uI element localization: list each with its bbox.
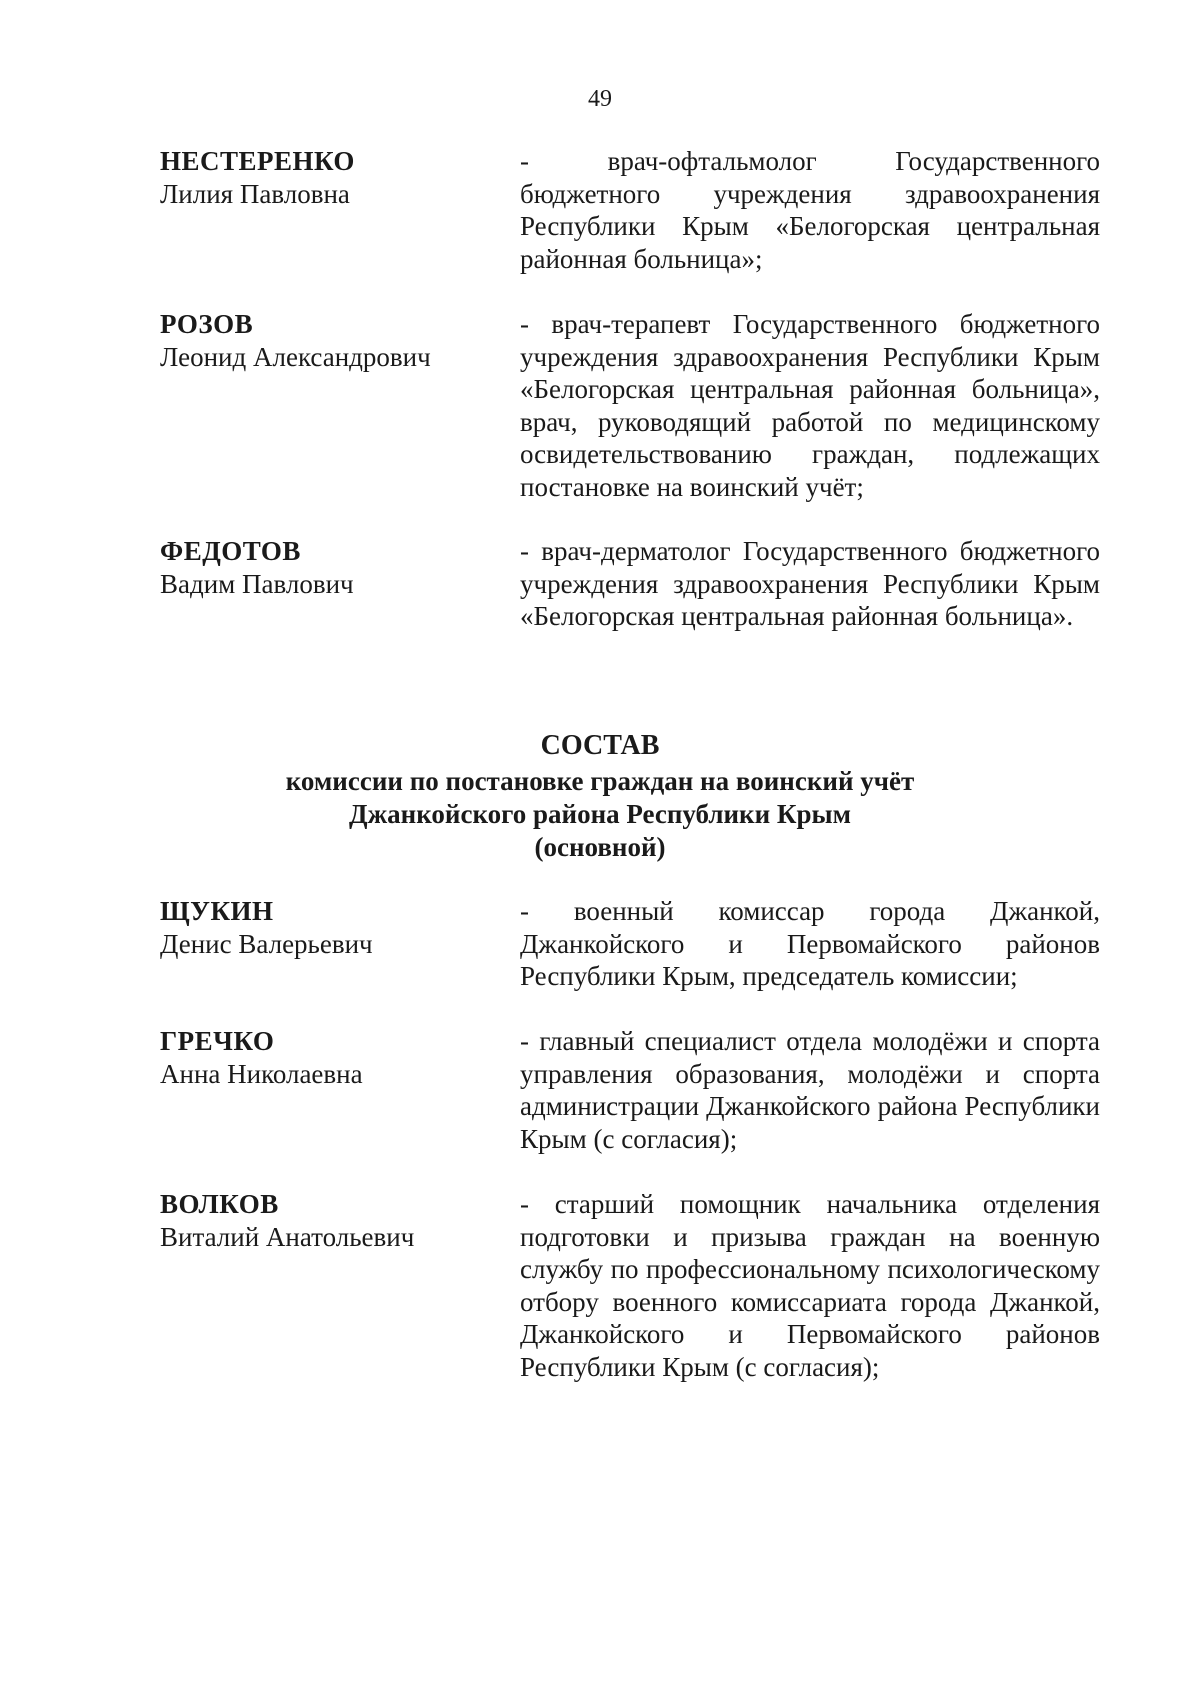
member-role: - главный специалист отдела молодёжи и спорта управления образования, молодёжи и спорта администрации Джанкойского района Республики Крым (с согласия); <box>520 1026 1100 1154</box>
member-surname: ГРЕЧКО <box>160 1026 275 1056</box>
member-surname: НЕСТЕРЕНКО <box>160 146 355 176</box>
section-subtitle-line: комиссии по постановке граждан на воинский учёт <box>285 766 915 796</box>
member-surname: ВОЛКОВ <box>160 1189 279 1219</box>
member-surname: ФЕДОТОВ <box>160 536 301 566</box>
member-role: - врач-офтальмолог Государственного бюджетного учреждения здравоохранения Республики Крым «Белогорская центральная районная больница»; <box>520 146 1100 274</box>
member-given-names: Леонид Александрович <box>160 341 431 372</box>
member-given-names: Лилия Павловна <box>160 178 350 209</box>
page-number: 49 <box>588 86 612 112</box>
section-heading: СОСТАВ <box>540 730 660 761</box>
member-surname: ЩУКИН <box>160 896 274 926</box>
member-name <box>160 1025 490 1090</box>
member-role: - военный комиссар города Джанкой, Джанкойского и Первомайского районов Республики Крым, председатель комиссии; <box>520 896 1100 991</box>
member-given-names: Виталий Анатольевич <box>160 1221 415 1252</box>
member-name <box>160 535 490 600</box>
member-name <box>160 308 490 373</box>
member-role: - старший помощник начальника отделения подготовки и призыва граждан на военную службу по профессиональному психологическому отбору военного комиссариата города Джанкой, Джанкойского и Первомайского районов Республики Крым (с согласия); <box>520 1189 1100 1382</box>
member-role: - врач-дерматолог Государственного бюджетного учреждения здравоохранения Республики Крым «Белогорская центральная районная больница». <box>520 536 1100 631</box>
member-given-names: Анна Николаевна <box>160 1058 363 1089</box>
section-subtitle-line: Джанкойского района Республики Крым <box>349 799 851 829</box>
section-subtitle-line: (основной) <box>534 832 666 862</box>
member-name <box>160 895 490 960</box>
member-role: - врач-терапевт Государственного бюджетного учреждения здравоохранения Республики Крым «Белогорская центральная районная больница», врач, руководящий работой по медицинскому освидетельствованию граждан, подлежащих постановке на воинский учёт; <box>520 309 1100 502</box>
member-surname: РОЗОВ <box>160 309 254 339</box>
member-given-names: Вадим Павлович <box>160 568 354 599</box>
member-given-names: Денис Валерьевич <box>160 928 373 959</box>
member-name <box>160 1188 490 1253</box>
member-name <box>160 145 490 210</box>
